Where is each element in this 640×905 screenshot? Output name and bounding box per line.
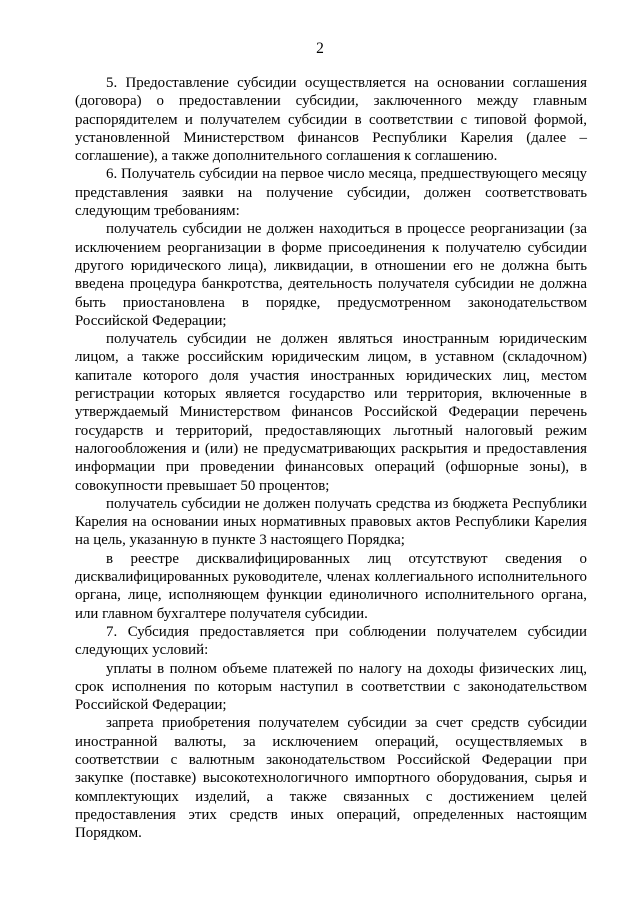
paragraph-6-requirements: 6. Получатель субсидии на первое число месяца, предшествующего месяцу представления заявки на получение субсидии, должен соответствовать следующим требованиям: [75,166,587,220]
paragraph-7-conditions: 7. Субсидия предоставляется при соблюдении получателем субсидии следующих условий: [75,623,587,659]
condition-income-tax-payment: уплаты в полном объеме платежей по налогу на доходы физических лиц, срок исполнения по которым наступил в соответствии с законодательством Российской Федерации; [75,660,587,714]
requirement-no-disqualified-persons: в реестре дисквалифицированных лиц отсутствуют сведения о дисквалифицированных руководителе, членах коллегиального исполнительного органа, лице, исполняющем функции единоличного исполнительного органа, или главном бухгалтере получателя субсидии. [75,550,587,622]
paragraph-5-agreement: 5. Предоставление субсидии осуществляется на основании соглашения (договора) о предоставлении субсидии, заключенного между главным распорядителем и получателем субсидии в соответствии с типовой формой, установленной Министерством финансов Республики Карелия (далее – соглашение), а также дополнительного соглашения к соглашению. [75,75,587,165]
condition-foreign-currency-ban: запрета приобретения получателем субсидии за счет средств субсидии иностранной валюты, за исключением операций, осуществляемых в соответствии с валютным законодательством Российской Федерации при закупке (поставке) высокотехнологичного импортного оборудования, сырья и комплектующих изделий, а также связанных с достижением целей предоставления этих средств иных операций, определенных настоящим Порядком. [75,715,587,842]
requirement-not-foreign-entity: получатель субсидии не должен являться иностранным юридическим лицом, а также российским юридическим лицом, в уставном (складочном) капитале которого доля участия иностранных юридических лиц, местом регистрации которых является государство или территория, включенные в утверждаемый Министерством финансов Российской Федерации перечень государств и территорий, предоставляющих льготный налоговый режим налогообложения и (или) не предусматривающих раскрытия и предоставления информации при проведении финансовых операций (офшорные зоны), в совокупности превышает 50 процентов; [75,331,587,494]
page-number: 2 [316,40,324,57]
requirement-no-other-funds: получатель субсидии не должен получать средства из бюджета Республики Карелия на основании иных нормативных правовых актов Республики Карелия на цель, указанную в пункте 3 настоящего Порядка; [75,495,587,549]
requirement-no-reorganization: получатель субсидии не должен находиться в процессе реорганизации (за исключением реорганизации в форме присоединения к получателю субсидии другого юридического лица), ликвидации, в отношении его не должна быть введена процедура банкротства, деятельность получателя субсидии не должна быть приостановлена в порядке, предусмотренном законодательством Российской Федерации; [75,221,587,329]
document-body [75,74,587,842]
